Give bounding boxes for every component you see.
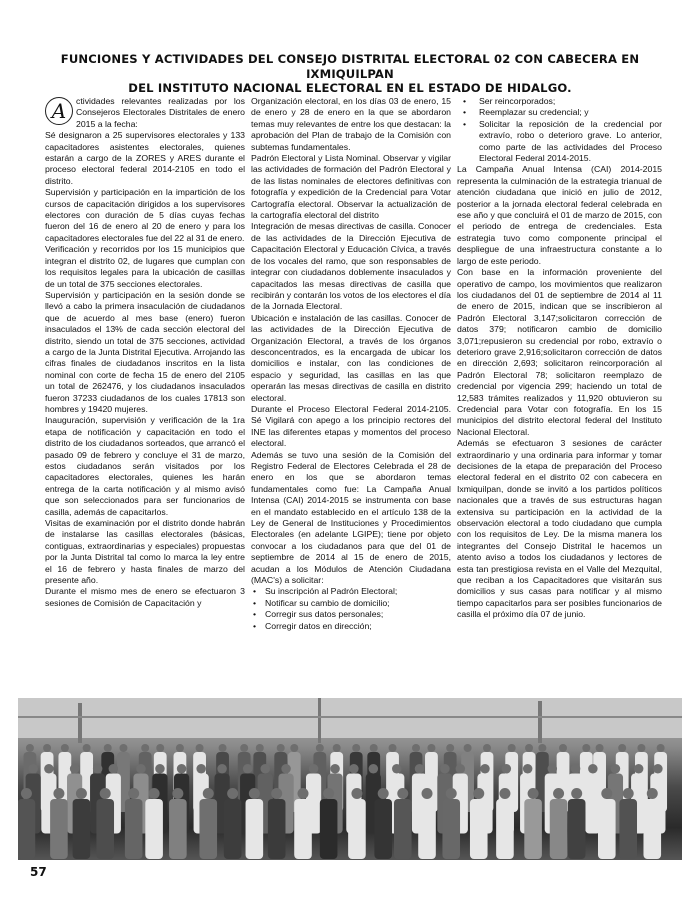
intro-paragraph bbox=[45, 96, 245, 130]
paragraph: Integración de mesas directivas de casilla. Conocer de las actividades de la Dirección Ejecutiva de Capacitación Electoral y Educación Cívica, a través de los vocales del ramo, que son responsables de integrar con ciudadanos doblemente insaculados y capacitados las mesas directivas de casilla que recibirán y contarán los votos de los electores el día de la Jornada Electoral. bbox=[251, 221, 451, 312]
paragraph: Durante el Proceso Electoral Federal 2014-2105. Sé Vigilará con apego a los principio rectores del INE las diferentes etapas y momentos del proceso electoral. bbox=[251, 403, 451, 449]
bullet-list bbox=[457, 96, 662, 164]
paragraph: Además se tuvo una sesión de la Comisión del Registro Federal de Electores Celebrada el 28 de enero en los que se abordaron temas fundamentales como fue: La Campaña Anual Intensa (CAI) 2014-2015 se instrumenta con base en el mandato establecido en el artículo 138 de la Ley de General de Instituciones y Procedimientos Electorales (en adelante LGIPE); tiene por objeto convocar a los ciudadanos para que del 01 de septiembre de 2014 al 15 de enero de 2015, acudan a los Módulos de Atención Ciudadana (MAC's) a solicitar: bbox=[251, 449, 451, 586]
paragraph: Además se efectuaron 3 sesiones de carácter extraordinario y una ordinaria para informar y tomar decisiones de la etapa de preparación del Proceso electoral federal en el distrito 02 con cabecera en Ixmiquilpan, donde se invitó a los partidos políticos nacionales que a través de sus estructuras hagan extensiva su participación en la actividad de la observación electoral a todo ciudadano que cumpla con los requisitos de Ley. De la misma manera los integrantes del Consejo Distrital le hacemos un atento aviso a todos los ciudadanos y lectores de esta tan prestigiosa revista en el Valle del Mezquital, que reciban a los Capacitadores que visitarán sus domicilios y sus casas para notificar y al mismo tiempo capacitarlos para ser posibles funcionarios de casilla el próximo día 07 de junio. bbox=[457, 438, 662, 620]
group-photo-illustration bbox=[18, 698, 682, 860]
paragraph: Con base en la información proveniente del operativo de campo, los movimientos que realizaron los ciudadanos del 01 de septiembre de 2014 al 11 de enero de 2015, indican que se inscribieron al Padrón Electoral 3,147;solicitaron corrección de datos 379; notificaron cambio de domicilio 3,071;repusieron su credencial por robo, extravío o deterioro grave 2,916;solicitaron corrección de datos en dirección 2,693; solicitaron reincorporación al Padrón Electoral 78; solicitaron reemplazo de credencial por vigencia 299; haciendo un total de 12,583 trámites realizados y 11,920 obtuvieron su Credencial para Votar con fotografía. En los 15 municipios del distrito electoral federal del Instituto Nacional Electoral. bbox=[457, 267, 662, 437]
article-title bbox=[30, 52, 670, 96]
paragraph: Visitas de examinación por el distrito donde habrán de instalarse las casillas electorales (básicas, contiguas, extraordinarias y especiales) propuestas por la Junta Distrital tal como lo marca la ley entre el 16 de febrero y hasta finales de marzo del presente año. bbox=[45, 518, 245, 586]
list-item: • Reemplazar su credencial; y bbox=[479, 107, 662, 118]
paragraph: Inauguración, supervisión y verificación de la 1ra etapa de notificación y capacitación en todo el distrito de los ciudadanos sorteados, que arrancó el pasado 09 de febrero y concluye el 31 de marzo, estos ciudadanos serán visitados por los capacitadores electorales, quienes les harán entrega de la carta notificación y al mismo avisó que son seleccionados para ser funcionarios de casilla, además de capacitarlos. bbox=[45, 415, 245, 517]
list-item: • Ser reincorporados; bbox=[479, 96, 662, 107]
paragraph: Sé designaron a 25 supervisores electorales y 133 capacitadores asistentes electorales, quienes estarán a cargo de la ZORES y ARES durante el proceso electoral federal 2014-2105 en todo el distrito. bbox=[45, 130, 245, 186]
paragraph: Ubicación e instalación de las casillas. Conocer de las actividades de la Dirección Ejecutiva de Organización Electoral, a través de los órganos desconcentrados, es la encargada de ubicar los domicilios e instalar, con las condiciones de espacio y seguridad, las casillas en las que operarán las mesas directivas de casilla en distrito electoral. bbox=[251, 312, 451, 403]
paragraph: Organización electoral, en los días 03 de enero, 15 de enero y 28 de enero en la que se abordaron temas muy relevantes de entre los que destacan: la aprobación del Plan de trabajo de la Comisión con subtemas fundamentales. bbox=[251, 96, 451, 152]
article-title-line-1: FUNCIONES Y ACTIVIDADES DEL CONSEJO DISTRITAL ELECTORAL 02 CON CABECERA EN IXMIQUILPAN bbox=[60, 52, 640, 81]
drop-cap: A bbox=[45, 97, 73, 125]
paragraph: Supervisión y participación en la sesión donde se llevó a cabo la primera insaculación de ciudadanos que de acuerdo al mes base (enero) fueron insaculados el 13% de cada sección electoral del distrito, siendo un total de 375 secciones, actividad a cargo de la Junta Distrital Ejecutiva. Arrojando las cifras finales de ciudadanos inscritos en la lista nominal con corte de fecha 15 de enero del 2105 un total de 262476, y los ciudadanos insaculados fueron 37233 ciudadanos de los cuales 17813 son hombres y 19420 mujeres. bbox=[45, 289, 245, 414]
column-2 bbox=[251, 96, 451, 632]
paragraph: Durante el mismo mes de enero se efectuaron 3 sesiones de Comisión de Capacitación y bbox=[45, 586, 245, 608]
list-item: • Corregir datos en dirección; bbox=[265, 621, 451, 632]
page-number: 57 bbox=[30, 865, 47, 879]
list-item: • Notificar su cambio de domicilio; bbox=[265, 598, 451, 609]
bullet-list bbox=[251, 586, 451, 632]
paragraph: Padrón Electoral y Lista Nominal. Observar y vigilar las actividades de formación del Padrón Electoral y de las listas nominales de electores definitivas con fotografía y expedición de la Credencial para Votar Cartografía electoral. Observar la actualización de la cartografía electoral del distrito bbox=[251, 153, 451, 221]
paragraph: Supervisión y participación en la impartición de los cursos de capacitación dirigidos a los supervisores electores con duración de 5 días cuyas fechas fueron del 16 de enero al 20 de enero y para los capacitadores electorales fue del 22 al 31 de enero. bbox=[45, 187, 245, 243]
article-title-line-2: DEL INSTITUTO NACIONAL ELECTORAL EN EL ESTADO DE HIDALGO. bbox=[128, 81, 572, 95]
paragraph: La Campaña Anual Intensa (CAI) 2014-2015 representa la culminación de la estrategia trianual de atención ciudadana que inició en julio de 2012, posterior a la jornada electoral federal celebrada en ese año y que concluirá el 01 de marzo de 2015, con el periodo de entrega de credenciales. Esta estrategia tuvo como componente principal el despliegue de una infraestructura constante a lo largo de este periodo. bbox=[457, 164, 662, 266]
column-3 bbox=[457, 96, 662, 621]
paragraph: Verificación y recorridos por los 15 municipios que integran el distrito 02, de lugares que cumplan con los requisitos legales para la ubicación de casillas de un total de 375 secciones electorales. bbox=[45, 244, 245, 289]
list-item: • Corregir sus datos personales; bbox=[265, 609, 451, 620]
column-1 bbox=[45, 96, 245, 609]
list-item: • Solicitar la reposición de la credencial por extravío, robo o deterioro grave. Lo anterior, como parte de las actividades del Proceso Electoral Federal 2014-2015. bbox=[479, 119, 662, 165]
group-photo bbox=[18, 698, 682, 860]
list-item: • Su inscripción al Padrón Electoral; bbox=[265, 586, 451, 597]
intro-text: ctividades relevantes realizadas por los Consejeros Electorales Distritales de enero 2015 a la fecha: bbox=[76, 96, 245, 129]
